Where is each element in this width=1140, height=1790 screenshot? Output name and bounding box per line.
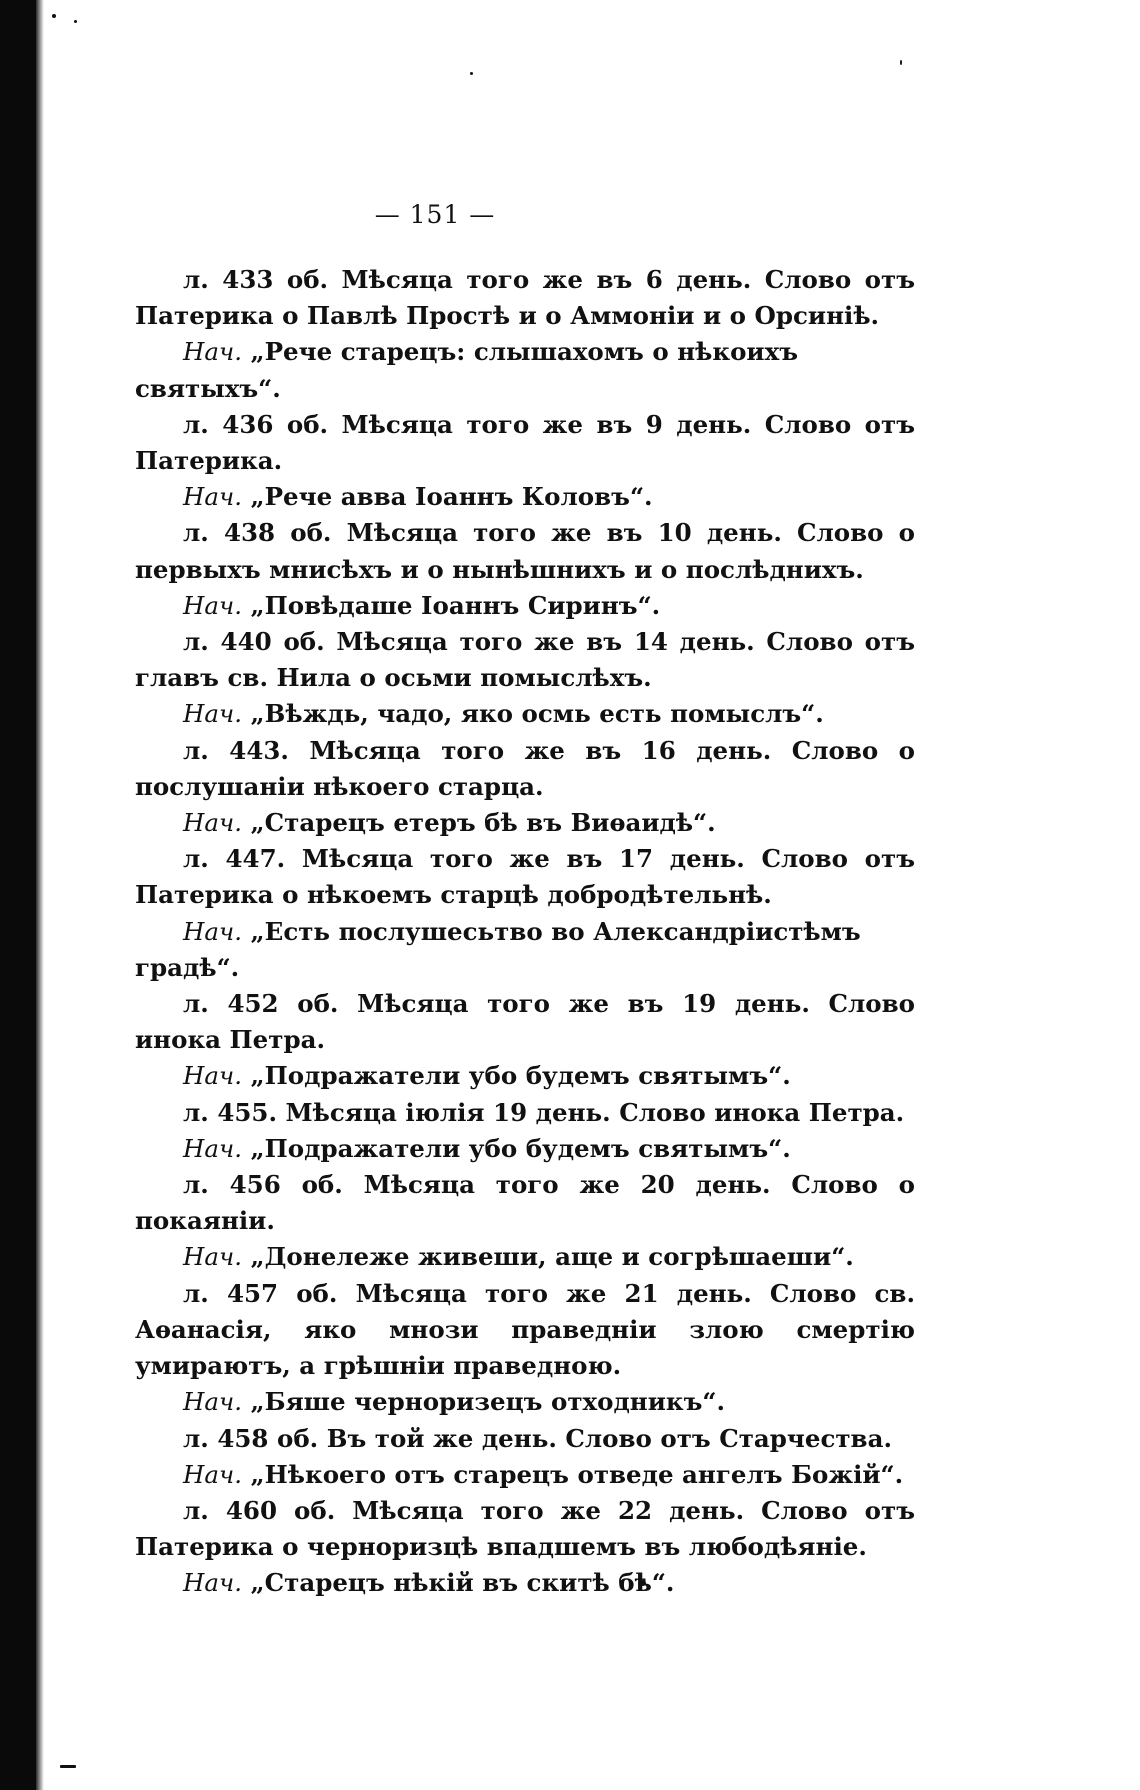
incipit-text: „Подражатели убо будемъ святымъ“. (250, 1133, 791, 1163)
incipit-label: Нач. (183, 699, 243, 729)
entry-incipit (135, 1058, 915, 1094)
incipit-label: Нач. (183, 482, 243, 512)
scan-speck (74, 20, 77, 23)
incipit-text: „Рече старецъ: слышахомъ о нѣкоихъ святыхъ“. (135, 337, 799, 403)
incipit-label: Нач. (183, 1242, 243, 1272)
entry-incipit (135, 696, 915, 732)
entry-list (135, 262, 915, 1602)
incipit-text: „Нѣкоего отъ старецъ отведе ангелъ Божій“. (250, 1459, 904, 1489)
entry-reference: л. 456 об. Мѣсяца того же 20 день. Слово о покаяніи. (135, 1170, 915, 1236)
scan-speck (52, 14, 56, 18)
entry-incipit (135, 479, 915, 515)
incipit-text: „Вѣждь, чадо, яко осмь есть помыслъ“. (250, 699, 824, 729)
entry-incipit (135, 334, 915, 406)
incipit-label: Нач. (183, 808, 243, 838)
incipit-text: „Донележе живеши, аще и согрѣшаеши“. (250, 1242, 854, 1272)
entry-reference: л. 460 об. Мѣсяца того же 22 день. Слово отъ Патерика о черноризцѣ впадшемъ въ любодѣяніе. (135, 1495, 915, 1562)
page-number: — 151 — (374, 200, 496, 229)
entry-incipit (135, 1565, 915, 1601)
entry-incipit (135, 1457, 915, 1493)
entry-reference: л. 447. Мѣсяца того же въ 17 день. Слово отъ Патерика о нѣкоемъ старцѣ добродѣтельнѣ. (135, 844, 915, 910)
incipit-text: „Есть послушесьтво во Александріистѣмъ градѣ“. (135, 916, 861, 982)
entry-reference: л. 436 об. Мѣсяца того же въ 9 день. Слово отъ Патерика. (135, 409, 915, 476)
document-page (135, 0, 915, 1790)
incipit-label: Нач. (183, 337, 243, 367)
incipit-label: Нач. (183, 590, 243, 620)
scan-border-shadow (36, 0, 44, 1790)
entry-reference: л. 443. Мѣсяца того же въ 16 день. Слово о послушаніи нѣкоего старца. (135, 735, 915, 801)
entry-reference: л. 458 об. Въ той же день. Слово отъ Старчества. (183, 1423, 892, 1453)
scan-border (0, 0, 36, 1790)
incipit-label: Нач. (183, 1133, 243, 1163)
incipit-text: „Рече авва Іоаннъ Коловъ“. (250, 482, 653, 512)
incipit-label: Нач. (183, 1568, 243, 1598)
incipit-text: „Повѣдаше Іоаннъ Сиринъ“. (250, 590, 661, 620)
entry-reference: л. 440 об. Мѣсяца того же въ 14 день. Слово отъ главъ св. Нила о осьми помыслѣхъ. (135, 627, 915, 693)
entry-reference: л. 438 об. Мѣсяца того же въ 10 день. Слово о первыхъ мнисѣхъ и о нынѣшнихъ и о послѣднихъ. (135, 518, 915, 584)
incipit-text: „Старецъ нѣкій въ скитѣ бѣ“. (250, 1568, 675, 1598)
incipit-label: Нач. (183, 916, 243, 946)
incipit-text: „Бяше черноризецъ отходникъ“. (250, 1387, 726, 1417)
entry-incipit (135, 805, 915, 841)
entry-reference: л. 452 об. Мѣсяца того же въ 19 день. Слово инока Петра. (135, 989, 915, 1055)
incipit-label: Нач. (183, 1387, 243, 1417)
entry-reference: л. 455. Мѣсяца іюлія 19 день. Слово инока Петра. (183, 1097, 905, 1127)
entry-incipit (135, 1131, 915, 1167)
entry-reference: л. 433 об. Мѣсяца того же въ 6 день. Слово отъ Патерика о Павлѣ Простѣ и о Аммоніи и о Орсиніѣ. (135, 265, 915, 331)
entry-incipit (135, 588, 915, 624)
entry-reference: л. 457 об. Мѣсяца того же 21 день. Слово св. Аѳанасія, яко мнози праведніи злою смертію умираютъ, а грѣшніи праведною. (135, 1278, 915, 1381)
incipit-label: Нач. (183, 1061, 243, 1091)
incipit-label: Нач. (183, 1459, 243, 1489)
entry-incipit (135, 1239, 915, 1275)
entry-incipit (135, 914, 915, 986)
incipit-text: „Подражатели убо будемъ святымъ“. (250, 1061, 791, 1091)
incipit-text: „Старецъ етеръ бѣ въ Виѳаидѣ“. (250, 808, 716, 838)
entry-incipit (135, 1384, 915, 1420)
scan-speck (60, 1765, 76, 1768)
